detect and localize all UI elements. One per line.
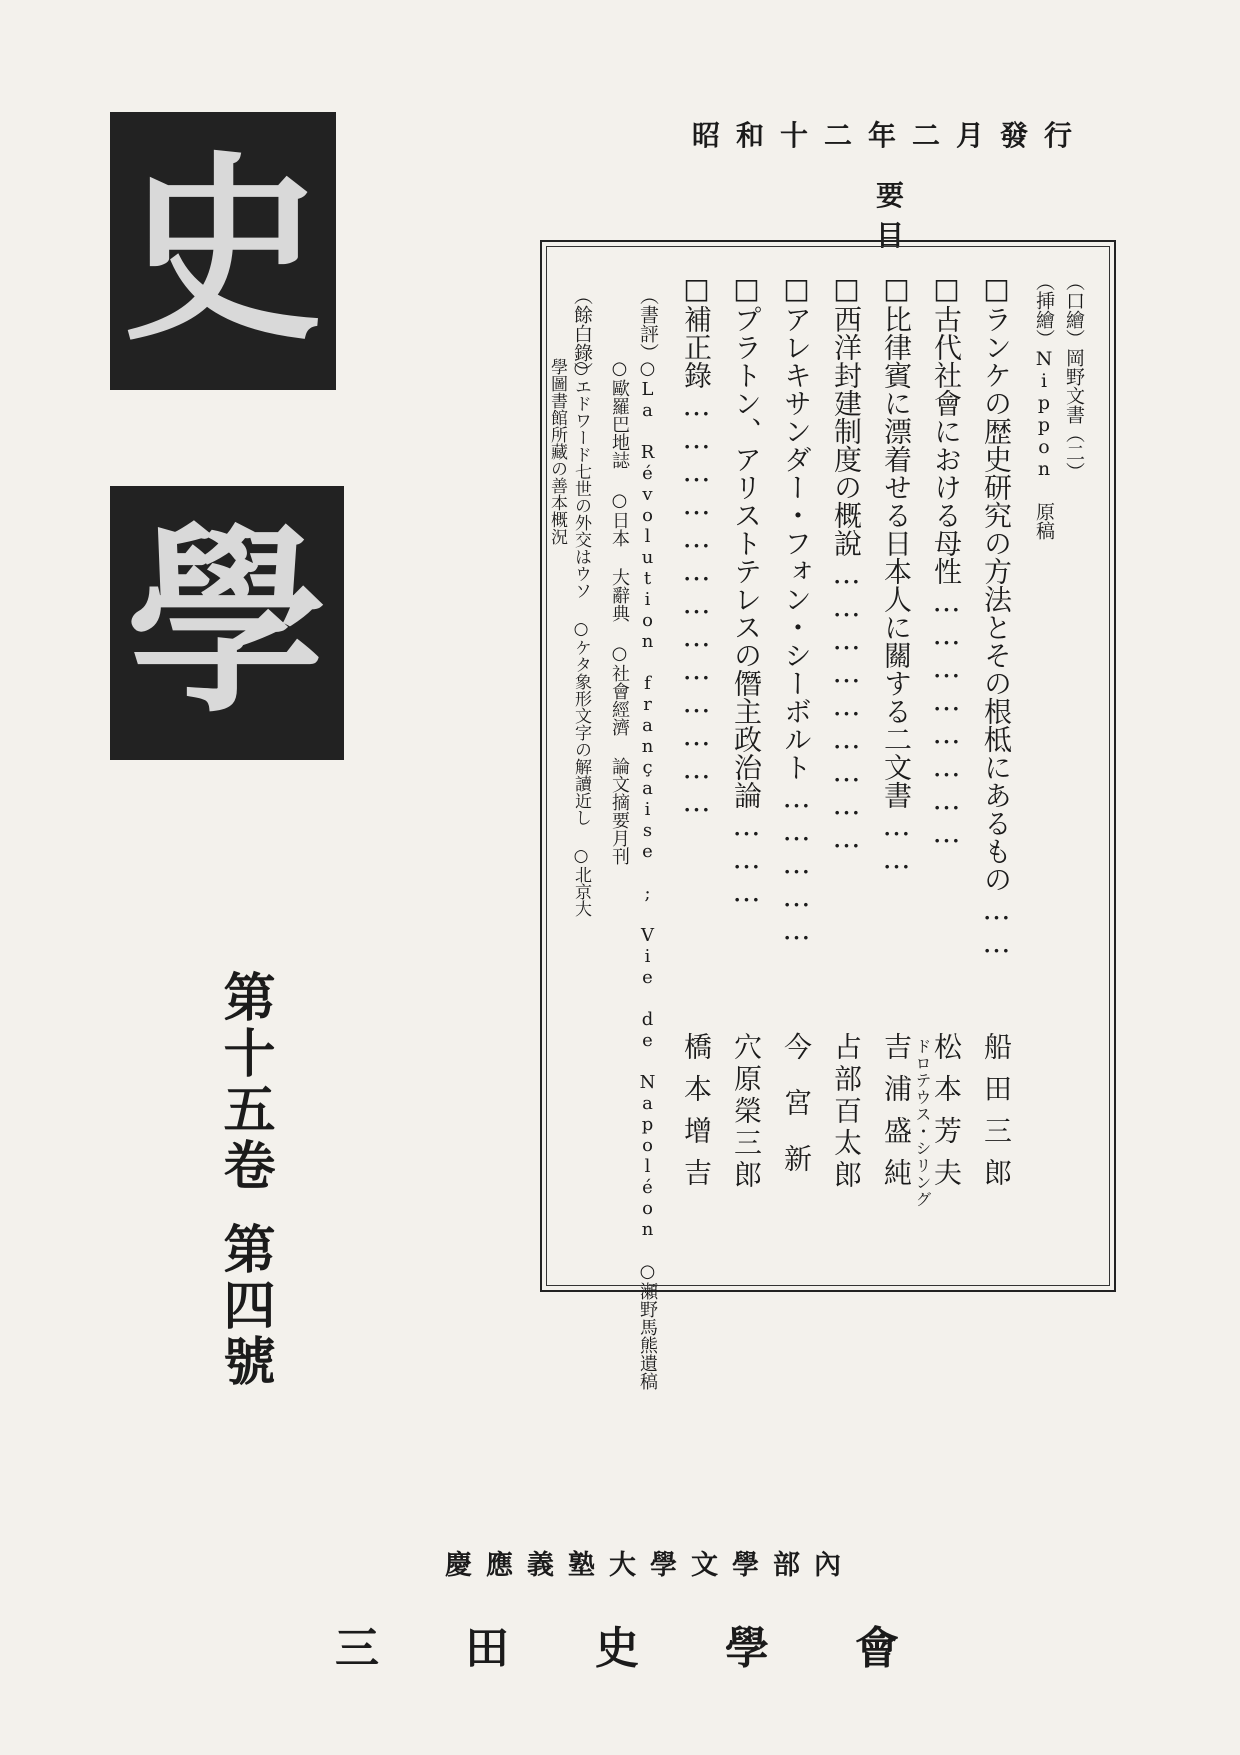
toc-illustration: （挿繪）Nippon 原稿: [1033, 272, 1055, 540]
publication-date: 昭和十二年二月發行: [691, 119, 1088, 152]
toc-item-text[interactable]: □補正錄…………………………………: [680, 272, 713, 818]
toc-item-author: 橋本增吉: [680, 1032, 713, 1200]
toc-frontispiece: （口繪）岡野文書（二）: [1063, 272, 1085, 481]
toc-item-author: 今宮新: [780, 1032, 813, 1200]
title-block-1: [110, 112, 336, 390]
notes-label: （餘白錄）: [571, 286, 593, 381]
toc-item-text[interactable]: □古代社會における母性……………………: [930, 272, 963, 849]
toc-item-author: 占部百太郎: [830, 1032, 863, 1192]
toc-item-text[interactable]: □比律賓に漂着せる日本人に關する二文書……: [880, 272, 913, 875]
reviews-label: （書評）: [637, 286, 659, 362]
toc-item-author: 船田三郎: [980, 1032, 1013, 1200]
toc-item-text[interactable]: □西洋封建制度の概說………………………: [830, 272, 863, 854]
table-of-contents: [540, 240, 1116, 1390]
notes-line-1: ○エドワード七世の外交はウソ ○ケタ象形文字の解讀近し ○北京大: [571, 358, 591, 917]
reviews-line-2: ○歐羅巴地誌 ○日本 大辭典 ○社會經濟 論文摘要月刊: [609, 358, 630, 865]
toc-item-text[interactable]: □アレキサンダー・フォン・シーボルト……………: [780, 272, 813, 946]
volume-number: 第十五卷: [214, 970, 275, 1194]
toc-item-author: 松本芳夫: [930, 1032, 963, 1200]
title-char-2: 學: [126, 505, 327, 740]
reviews-line-1: ○La Révolution française ; Vie de Napoléon ○瀬野馬熊遺稿: [637, 358, 658, 1390]
toc-item-author: 吉浦盛純: [880, 1032, 913, 1200]
publisher-name: 三田史學會: [335, 1623, 985, 1674]
publisher-affiliation: 慶應義塾大學文學部內: [445, 1550, 855, 1581]
title-char-1: 史: [122, 133, 323, 368]
toc-item-text[interactable]: □プラトン、アリストテレスの僭主政治論………: [730, 272, 763, 908]
notes-line-2: 學圖書館所藏の善本概況: [547, 358, 567, 545]
toc-heading: 要目: [875, 179, 1054, 252]
toc-item-author: 穴原榮三郎: [730, 1032, 763, 1192]
toc-item-text[interactable]: □ランケの歴史研究の方法とその根柢にあるもの……: [980, 272, 1013, 959]
issue-number: 第四號: [214, 1222, 275, 1390]
title-block-2: [110, 486, 344, 760]
toc-item-author-note: ドロテウス・シリング: [913, 1038, 932, 1208]
